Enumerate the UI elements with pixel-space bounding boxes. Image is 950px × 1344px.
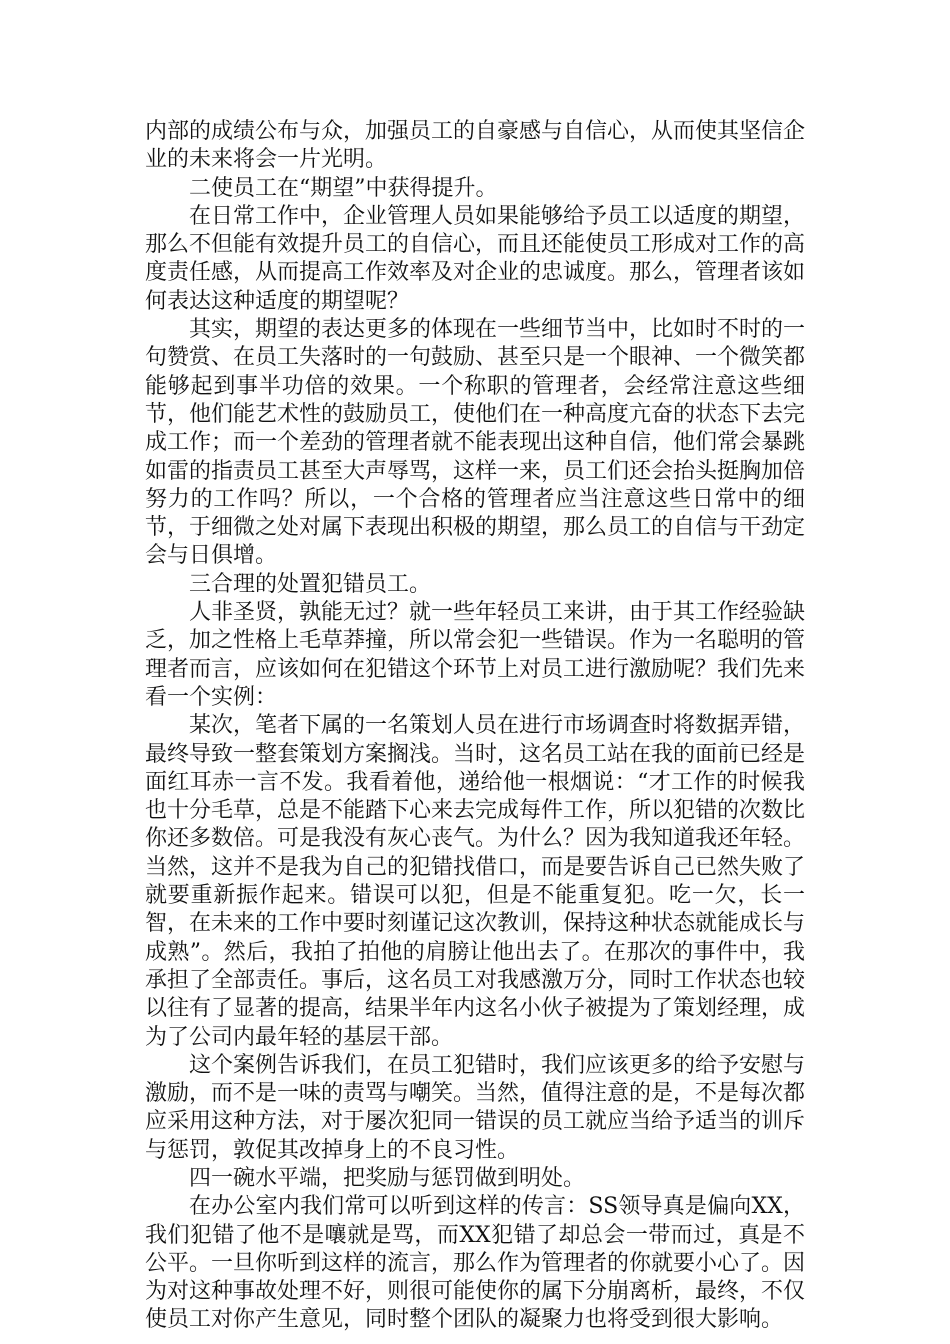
- section-heading-2: 二使员工在“期望”中获得提升。: [189, 175, 498, 201]
- paragraph: 在日常工作中，企业管理人员如果能够给予员工以适度的期望，那么不但能有效提升员工的自信心，而且还能使员工形成对工作的高度责任感，从而提高工作效率及对企业的忠诚度。那么，管理者该如何表达这种适度的期望呢？: [145, 203, 806, 314]
- paragraph: 人非圣贤，孰能无过？就一些年轻员工来讲，由于其工作经验缺乏，加之性格上毛草莽撞，所以常会犯一些错误。作为一名聪明的管理者而言，应该如何在犯错这个环节上对员工进行激励呢？我们先来看一个实例：: [145, 600, 806, 710]
- paragraph-continuation: 内部的成绩公布与众，加强员工的自豪感与自信心，从而使其坚信企业的未来将会一片光明。: [145, 119, 806, 173]
- paragraph: 其实，期望的表达更多的体现在一些细节当中，比如时不时的一句赞赏、在员工失落时的一句鼓励、甚至只是一个眼神、一个微笑都能够起到事半功倍的效果。一个称职的管理者，会经常注意这些细节，他们能艺术性的鼓励员工，使他们在一种高度亢奋的状态下去完成工作；而一个差劲的管理者就不能表现出这种自信，他们常会暴跳如雷的指责员工甚至大声辱骂，这样一来，员工们还会抬头挺胸加倍努力的工作吗？所以，一个合格的管理者应当注意这些日常中的细节，于细微之处对属下表现出积极的期望，那么员工的自信与干劲定会与日俱增。: [145, 317, 806, 569]
- paragraph: 这个案例告诉我们，在员工犯错时，我们应该更多的给予安慰与激励，而不是一味的责骂与嘲笑。当然，值得注意的是，不是每次都应采用这种方法，对于屡次犯同一错误的员工就应当给予适当的训斥与惩罚，敦促其改掉身上的不良习性。: [145, 1052, 806, 1163]
- section-heading-4: 四一碗水平端，把奖励与惩罚做到明处。: [189, 1165, 586, 1191]
- paragraph: 某次，笔者下属的一名策划人员在进行市场调查时将数据弄错，最终导致一整套策划方案搁浅。当时，这名员工站在我的面前已经是面红耳赤一言不发。我看着他，递给他一根烟说：“才工作的时候我也十分毛草，总是不能踏下心来去完成每件工作，所以犯错的次数比你还多数倍。可是我没有灰心丧气。为什么？因为我知道我还年轻。当然，这并不是我为自己的犯错找借口，而是要告诉自己已然失败了就要重新振作起来。错误可以犯，但是不能重复犯。吃一欠，长一智，在未来的工作中要时刻谨记这次教训，保持这种状态就能成长与成熟”。然后，我拍了拍他的肩膀让他出去了。在那次的事件中，我承担了全部责任。事后，这名员工对我感激万分，同时工作状态也较以往有了显著的提高，结果半年内这名小伙子被提为了策划经理，成为了公司内最年轻的基层干部。: [145, 713, 806, 1050]
- document-page: [145, 118, 805, 1335]
- section-heading-3: 三合理的处置犯错员工。: [189, 571, 432, 597]
- paragraph: 在办公室内我们常可以听到这样的传言：SS领导真是偏向XX，我们犯错了他不是嚷就是骂，而XX犯错了却总会一带而过，真是不公平。一旦你听到这样的流言，那么作为管理者的你就要小心了。因为对这种事故处理不好，则很可能使你的属下分崩离析，最终，不仅使员工对你产生意见，同时整个团队的凝聚力也将受到很大影响。: [145, 1194, 806, 1333]
